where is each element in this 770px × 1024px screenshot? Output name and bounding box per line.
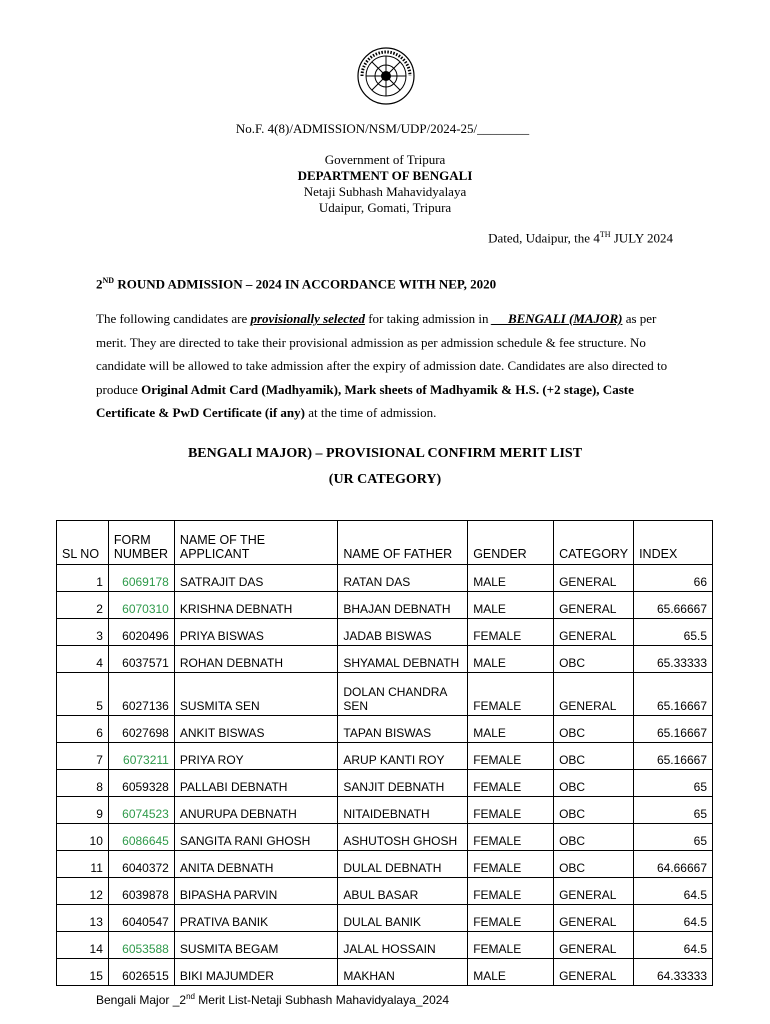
cell-gender: FEMALE xyxy=(468,905,554,932)
cell-category: OBC xyxy=(554,824,634,851)
cell-form-number: 6070310 xyxy=(108,592,174,619)
cell-index: 66 xyxy=(634,565,713,592)
cell-father-name: SANJIT DEBNATH xyxy=(338,770,468,797)
cell-applicant-name: ANKIT BISWAS xyxy=(174,716,338,743)
cell-gender: FEMALE xyxy=(468,770,554,797)
cell-sl-no: 4 xyxy=(57,646,109,673)
cell-gender: FEMALE xyxy=(468,932,554,959)
cell-sl-no: 8 xyxy=(57,770,109,797)
cell-sl-no: 9 xyxy=(57,797,109,824)
cell-category: GENERAL xyxy=(554,959,634,986)
cell-gender: FEMALE xyxy=(468,619,554,646)
cell-father-name: JALAL HOSSAIN xyxy=(338,932,468,959)
cell-gender: MALE xyxy=(468,592,554,619)
cell-sl-no: 10 xyxy=(57,824,109,851)
cell-gender: FEMALE xyxy=(468,743,554,770)
cell-gender: MALE xyxy=(468,716,554,743)
cell-sl-no: 5 xyxy=(57,673,109,716)
cell-index: 65.5 xyxy=(634,619,713,646)
table-row xyxy=(57,797,713,824)
cell-gender: MALE xyxy=(468,565,554,592)
cell-applicant-name: PALLABI DEBNATH xyxy=(174,770,338,797)
header-index: INDEX xyxy=(634,521,713,565)
cell-sl-no: 13 xyxy=(57,905,109,932)
cell-father-name: NITAIDEBNATH xyxy=(338,797,468,824)
cell-gender: FEMALE xyxy=(468,878,554,905)
merit-list-title: BENGALI MAJOR) – PROVISIONAL CONFIRM MERIT LIST xyxy=(187,446,583,461)
cell-category: GENERAL xyxy=(554,932,634,959)
college-address: Udaipur, Gomati, Tripura xyxy=(318,200,452,215)
table-row xyxy=(57,851,713,878)
table-header-row xyxy=(57,521,713,565)
cell-applicant-name: ANITA DEBNATH xyxy=(174,851,338,878)
cell-index: 65.16667 xyxy=(634,673,713,716)
cell-index: 65 xyxy=(634,770,713,797)
cell-father-name: DOLAN CHANDRA SEN xyxy=(338,673,468,716)
cell-father-name: SHYAMAL DEBNATH xyxy=(338,646,468,673)
cell-index: 64.66667 xyxy=(634,851,713,878)
cell-index: 64.5 xyxy=(634,878,713,905)
cell-sl-no: 1 xyxy=(57,565,109,592)
cell-category: GENERAL xyxy=(554,878,634,905)
table-row xyxy=(57,770,713,797)
cell-form-number: 6040547 xyxy=(108,905,174,932)
college-name: Netaji Subhash Mahavidyalaya xyxy=(303,184,467,199)
cell-applicant-name: PRATIVA BANIK xyxy=(174,905,338,932)
cell-form-number: 6074523 xyxy=(108,797,174,824)
cell-gender: FEMALE xyxy=(468,851,554,878)
cell-gender: MALE xyxy=(468,959,554,986)
department-name: DEPARTMENT OF BENGALI xyxy=(297,168,473,183)
cell-sl-no: 6 xyxy=(57,716,109,743)
cell-applicant-name: SUSMITA BEGAM xyxy=(174,932,338,959)
table-row xyxy=(57,824,713,851)
cell-applicant-name: KRISHNA DEBNATH xyxy=(174,592,338,619)
cell-sl-no: 2 xyxy=(57,592,109,619)
cell-sl-no: 12 xyxy=(57,878,109,905)
cell-applicant-name: BIKI MAJUMDER xyxy=(174,959,338,986)
cell-category: GENERAL xyxy=(554,619,634,646)
header-father-name: NAME OF FATHER xyxy=(338,521,468,565)
table-row xyxy=(57,592,713,619)
cell-form-number: 6027136 xyxy=(108,673,174,716)
header-gender: GENDER xyxy=(468,521,554,565)
cell-category: GENERAL xyxy=(554,565,634,592)
cell-form-number: 6027698 xyxy=(108,716,174,743)
table-row xyxy=(57,905,713,932)
cell-form-number: 6053588 xyxy=(108,932,174,959)
cell-form-number: 6020496 xyxy=(108,619,174,646)
header-category: CATEGORY xyxy=(554,521,634,565)
cell-sl-no: 11 xyxy=(57,851,109,878)
cell-gender: FEMALE xyxy=(468,797,554,824)
cell-applicant-name: SATRAJIT DAS xyxy=(174,565,338,592)
cell-form-number: 6073211 xyxy=(108,743,174,770)
cell-father-name: BHAJAN DEBNATH xyxy=(338,592,468,619)
cell-sl-no: 7 xyxy=(57,743,109,770)
cell-form-number: 6040372 xyxy=(108,851,174,878)
cell-category: OBC xyxy=(554,797,634,824)
table-row xyxy=(57,878,713,905)
table-row xyxy=(57,619,713,646)
cell-category: OBC xyxy=(554,646,634,673)
cell-applicant-name: ROHAN DEBNATH xyxy=(174,646,338,673)
dated-line: Dated, Udaipur, the 4TH JULY 2024 xyxy=(488,230,673,246)
cell-category: OBC xyxy=(554,716,634,743)
cell-index: 64.33333 xyxy=(634,959,713,986)
cell-father-name: JADAB BISWAS xyxy=(338,619,468,646)
cell-applicant-name: PRIYA BISWAS xyxy=(174,619,338,646)
table-row xyxy=(57,673,713,716)
table-row xyxy=(57,716,713,743)
cell-form-number: 6039878 xyxy=(108,878,174,905)
cell-index: 64.5 xyxy=(634,905,713,932)
cell-sl-no: 3 xyxy=(57,619,109,646)
cell-father-name: MAKHAN xyxy=(338,959,468,986)
cell-category: GENERAL xyxy=(554,673,634,716)
cell-father-name: RATAN DAS xyxy=(338,565,468,592)
cell-gender: FEMALE xyxy=(468,824,554,851)
table-row xyxy=(57,646,713,673)
cell-gender: FEMALE xyxy=(468,673,554,716)
round-heading: 2ND ROUND ADMISSION – 2024 IN ACCORDANCE WITH NEP, 2020 xyxy=(96,276,497,292)
header-applicant-name: NAME OF THE APPLICANT xyxy=(174,521,338,565)
cell-sl-no: 15 xyxy=(57,959,109,986)
cell-index: 65.66667 xyxy=(634,592,713,619)
table-row xyxy=(57,743,713,770)
cell-category: GENERAL xyxy=(554,905,634,932)
cell-applicant-name: PRIYA ROY xyxy=(174,743,338,770)
cell-category: OBC xyxy=(554,851,634,878)
notice-paragraph: The following candidates are provisionally selected for taking admission in __ BENGALI (MAJOR) as per merit. They are directed to take their provisional admission as per admission schedule & fee structure. No candidate will be allowed to take admission after the expiry of admission date. Candidates are also directed to produce Original Admit Card (Madhyamik), Mark sheets of Madhyamik & H.S. (+2 stage), Caste Certificate & PwD Certificate (if any) at the time of admission. xyxy=(96,311,668,421)
table-row xyxy=(57,932,713,959)
cell-applicant-name: SANGITA RANI GHOSH xyxy=(174,824,338,851)
cell-category: OBC xyxy=(554,743,634,770)
merit-list-category: (UR CATEGORY) xyxy=(328,472,442,487)
cell-applicant-name: SUSMITA SEN xyxy=(174,673,338,716)
cell-form-number: 6086645 xyxy=(108,824,174,851)
page-footer: Bengali Major _2nd Merit List-Netaji Subhash Mahavidyalaya_2024 xyxy=(96,992,450,1007)
header-sl-no: SL NO xyxy=(57,521,109,565)
cell-sl-no: 14 xyxy=(57,932,109,959)
table-row xyxy=(57,565,713,592)
table-row xyxy=(57,959,713,986)
merit-table xyxy=(56,520,713,986)
cell-gender: MALE xyxy=(468,646,554,673)
cell-applicant-name: BIPASHA PARVIN xyxy=(174,878,338,905)
cell-applicant-name: ANURUPA DEBNATH xyxy=(174,797,338,824)
cell-form-number: 6026515 xyxy=(108,959,174,986)
cell-index: 65 xyxy=(634,824,713,851)
cell-category: GENERAL xyxy=(554,592,634,619)
cell-father-name: DULAL BANIK xyxy=(338,905,468,932)
cell-form-number: 6037571 xyxy=(108,646,174,673)
cell-form-number: 6059328 xyxy=(108,770,174,797)
college-seal-logo xyxy=(356,46,416,106)
header-form-number: FORM NUMBER xyxy=(108,521,174,565)
cell-index: 64.5 xyxy=(634,932,713,959)
reference-number: No.F. 4(8)/ADMISSION/NSM/UDP/2024-25/________ xyxy=(235,121,530,136)
cell-index: 65 xyxy=(634,797,713,824)
gov-name: Government of Tripura xyxy=(324,152,446,167)
cell-father-name: ABUL BASAR xyxy=(338,878,468,905)
cell-father-name: TAPAN BISWAS xyxy=(338,716,468,743)
cell-form-number: 6069178 xyxy=(108,565,174,592)
cell-father-name: DULAL DEBNATH xyxy=(338,851,468,878)
cell-index: 65.16667 xyxy=(634,743,713,770)
cell-index: 65.16667 xyxy=(634,716,713,743)
cell-father-name: ASHUTOSH GHOSH xyxy=(338,824,468,851)
cell-father-name: ARUP KANTI ROY xyxy=(338,743,468,770)
cell-category: OBC xyxy=(554,770,634,797)
cell-index: 65.33333 xyxy=(634,646,713,673)
